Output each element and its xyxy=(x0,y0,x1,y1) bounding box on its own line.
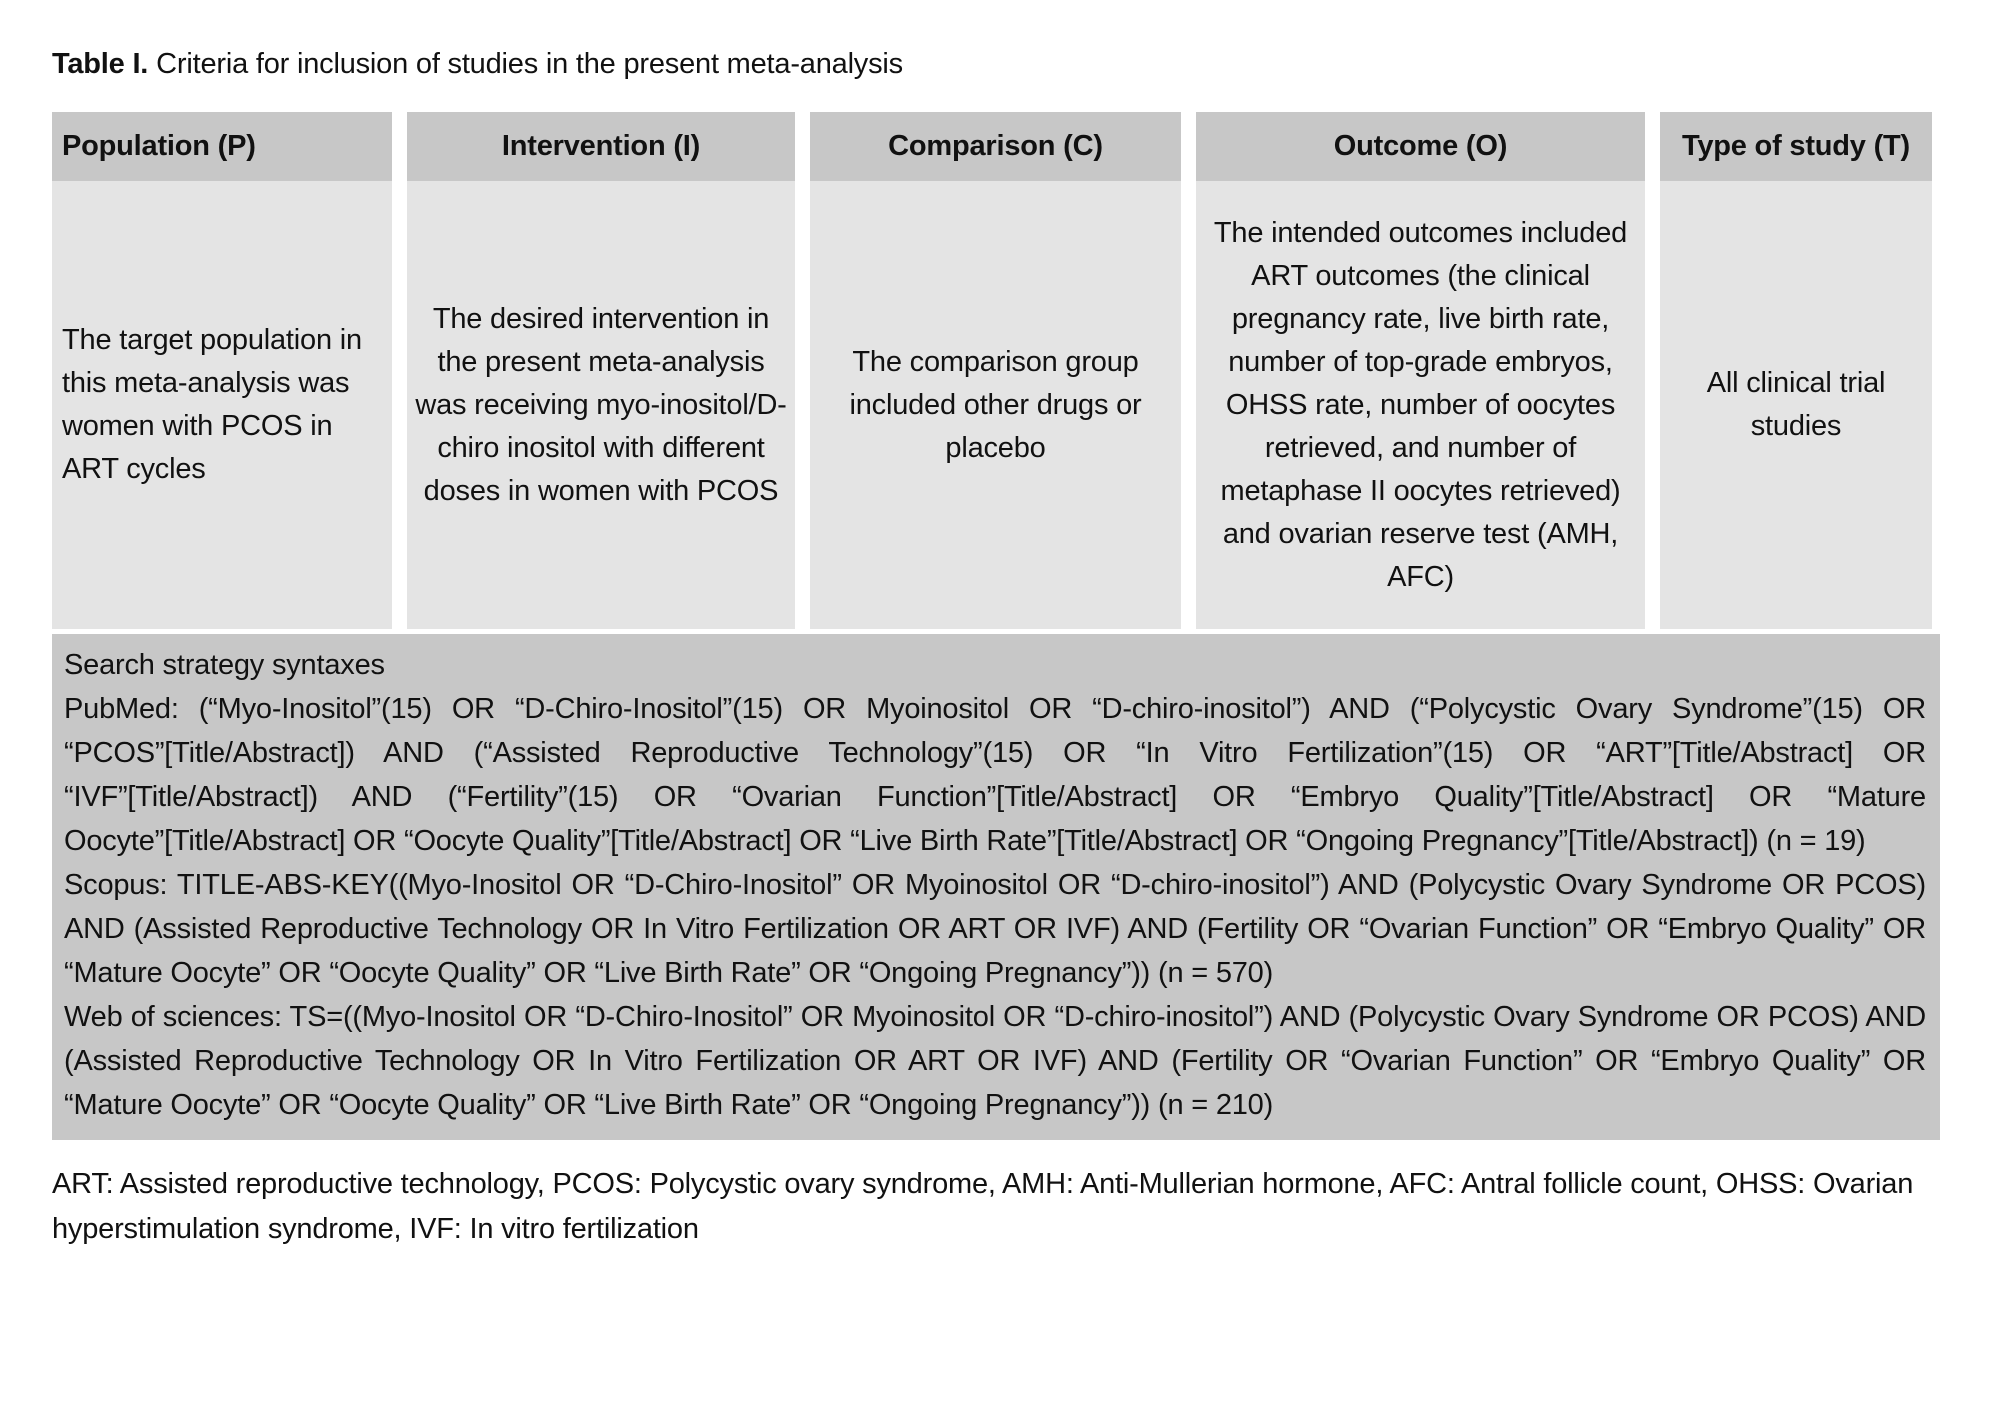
column-cell-population: The target population in this meta-analysis was women with PCOS in ART cycles xyxy=(52,181,392,629)
search-entry-scopus: Scopus: TITLE-ABS-KEY((Myo-Inositol OR “D-Chiro-Inositol” OR Myoinositol OR “D-chiro-inositol”) AND (Polycystic Ovary Syndrome OR PCOS) AND (Assisted Reproductive Technology OR In Vitro Fertilization OR ART OR IVF) AND (Fertility OR “Ovarian Function” OR “Embryo Quality” OR “Mature Oocyte” OR “Oocyte Quality” OR “Live Birth Rate” OR “Ongoing Pregnancy”)) (n = 570) xyxy=(64,869,1926,989)
column-header-intervention: Intervention (I) xyxy=(407,112,795,181)
table-number-label: Table I. xyxy=(52,48,149,80)
abbreviations-footnote: ART: Assisted reproductive technology, PCOS: Polycystic ovary syndrome, AMH: Anti-Mullerian hormone, AFC: Antral follicle count, OHSS: Ovarian hyperstimulation syndrome, IVF: In vitro fertilization xyxy=(52,1168,1914,1245)
column-header-type-of-study: Type of study (T) xyxy=(1660,112,1932,181)
column-outcome xyxy=(1196,112,1645,629)
table-title xyxy=(52,46,1940,82)
column-population xyxy=(52,112,392,629)
column-header-comparison: Comparison (C) xyxy=(810,112,1181,181)
table-title-text: Criteria for inclusion of studies in the present meta-analysis xyxy=(156,48,903,80)
search-strategy-block xyxy=(52,634,1940,1140)
column-cell-outcome: The intended outcomes included ART outcomes (the clinical pregnancy rate, live birth rate, number of top-grade embryos, OHSS rate, number of oocytes retrieved, and number of metaphase II oocytes retrieved) and ovarian reserve test (AMH, AFC) xyxy=(1196,181,1645,629)
column-cell-comparison: The comparison group included other drugs or placebo xyxy=(810,181,1181,629)
search-strategy-heading: Search strategy syntaxes xyxy=(64,649,385,681)
column-header-outcome: Outcome (O) xyxy=(1196,112,1645,181)
column-type-of-study xyxy=(1660,112,1932,629)
column-intervention xyxy=(407,112,795,629)
column-comparison xyxy=(810,112,1181,629)
search-entry-web-of-sciences: Web of sciences: TS=((Myo-Inositol OR “D-Chiro-Inositol” OR Myoinositol OR “D-chiro-inositol”) AND (Polycystic Ovary Syndrome OR PCOS) AND (Assisted Reproductive Technology OR In Vitro Fertilization OR ART OR IVF) AND (Fertility OR “Ovarian Function” OR “Embryo Quality” OR “Mature Oocyte” OR “Oocyte Quality” OR “Live Birth Rate” OR “Ongoing Pregnancy”)) (n = 210) xyxy=(64,1001,1926,1121)
column-cell-type-of-study: All clinical trial studies xyxy=(1660,181,1932,629)
column-header-population: Population (P) xyxy=(52,112,392,181)
column-cell-intervention: The desired intervention in the present meta-analysis was receiving myo-inositol/D-chiro inositol with different doses in women with PCOS xyxy=(407,181,795,629)
picot-table xyxy=(52,112,1940,629)
search-entry-pubmed: PubMed: (“Myo-Inositol”(15) OR “D-Chiro-Inositol”(15) OR Myoinositol OR “D-chiro-inositol”) AND (“Polycystic Ovary Syndrome”(15) OR “PCOS”[Title/Abstract]) AND (“Assisted Reproductive Technology”(15) OR “In Vitro Fertilization”(15) OR “ART”[Title/Abstract] OR “IVF”[Title/Abstract]) AND (“Fertility”(15) OR “Ovarian Function”[Title/Abstract] OR “Embryo Quality”[Title/Abstract] OR “Mature Oocyte”[Title/Abstract] OR “Oocyte Quality”[Title/Abstract] OR “Live Birth Rate”[Title/Abstract] OR “Ongoing Pregnancy”[Title/Abstract]) (n = 19) xyxy=(64,693,1926,857)
